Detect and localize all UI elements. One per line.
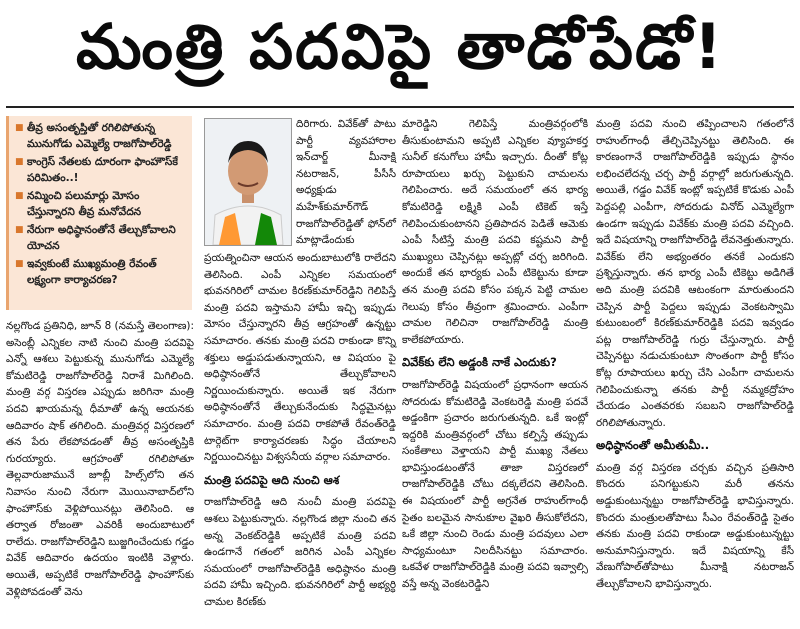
subheading: మంత్రి పదవిపై ఆది నుంచి ఆశ [204,472,340,487]
subheading: వివేక్‌కు లేని అడ్డంకి నాకే ఎందుకు? [402,355,557,370]
column-1 [6,318,194,602]
highlight-item: ■ తీవ్ర అసంతృప్తితో రగిలిపోతున్న మునుగోడు ఎమ్మెల్యే రాజగోపాల్‌రెడ్డి [15,120,186,152]
highlight-item: ■ నేరుగా అధిష్ఠానంతోనే తేల్చుకోవాలని యోచన [15,222,186,254]
column-4-text: మంత్రి పదవి నుంచి తప్పించాలని గతంలోనే రాహుల్‌గాంధీ తేల్చిచెప్పినట్టు తెలిసింది. ఈ కారణంగానే రాజగోపాల్‌రెడ్డికి ఇప్పుడు స్థానం లభించలేదన్న చర్చ పార్టీ వర్గాల్లో జరుగుతున్నది. అయితే, గడ్డం వివేక్‌ ఇంట్లో ఇప్పటికే కొడుకు ఎంపీ పెద్దపల్లి ఎంపీగా, సోదరుడు వినోద్‌ ఎమ్మెల్యేగా ఉండగా ఇప్పుడు వివేక్‌కు మంత్రి పదవి వచ్చింది. ఇదే విషయాన్ని రాజగోపాల్‌రెడ్డి లేవనెత్తుతున్నారు. వివేక్‌కు లేని అభ్యంతరం తనకే ఎందుకని ప్రశ్నిస్తున్నారు. తన భార్య ఎంపీ టికెట్టు అడిగితే అది మంత్రి పదవికి ఆటంకంగా మారుతుందని చెప్పిన పార్టీ పెద్దలు ఇప్పుడు వెంకటస్వామి కుటుంబంలో కిరణ్‌కుమార్‌రెడ్డికి పదవి ఇవ్వడం పట్ల రాజగోపాల్‌రెడ్డి గుర్రు చేస్తున్నారు. పార్టీ చెప్పినట్టు నడుచుకుంటూ సొంతంగా పార్టీ కోసం కోట్ల రూపాయలు ఖర్చు చేసి ఎంపీగా చామలను గెలిపించుకున్నా తనకు పార్టీ నమ్మకద్రోహం చేయడం ఎంతవరకు సబబని రాజగోపాల్‌రెడ్డి రగిలిపోతున్నారు. [596,118,794,429]
column-2-top-text: దిరిగారు. వివేక్‌తో పాటు పార్టీ వ్యవహారాల ఇన్‌చార్జ్‌ మీనాక్షి నటరాజన్‌, పీసీసీ అధ్యక్షుడు మహేశ్‌కుమార్‌గౌడ్‌ రాజగోపాల్‌రెడ్డితో ఫోన్‌లో మాట్లాడేందుకు [296,118,396,247]
column-3 [402,116,588,595]
highlight-item: ■ ఇవ్వకుంటే ముఖ్యమంత్రి రేవంత్‌ లక్ష్యంగా కార్యాచరణ? [15,256,186,288]
highlight-item: ■ కాంగ్రెస్‌ నేతలకు దూరంగా ఫాంహౌస్‌కే పరిమితం..! [15,154,186,186]
column-4 [596,116,794,595]
column-2 [204,250,396,612]
highlights-box [6,116,192,310]
column-1-text: నల్లగొండ ప్రతినిధి, జూన్‌ 8 (నమస్తే తెలంగాణ): అసెంబ్లీ ఎన్నికల నాటి నుంచి మంత్రి పదవిపై ఎన్నో ఆశలు పెట్టుకున్న మునుగోడు ఎమ్మెల్యే కోమటిరెడ్డి రాజగోపాల్‌రెడ్డి నిరాశే మిగిలింది. మంత్రి వర్గ విస్తరణ ఎప్పుడు జరిగినా మంత్రి పదవి ఖాయమన్న ధీమాతో ఉన్న ఆయనకు ఆదివారం షాక్‌ తగిలింది. మంత్రివర్గ విస్తరణలో తన పేరు లేకపోవడంతో తీవ్ర అసంతృప్తికి గురయ్యారు. ఆగ్రహంతో రగిలిపోతూ తెల్లవారుజామునే జూబ్లీ హిల్స్‌లోని తన నివాసం నుంచి నేరుగా మొయినాబాద్‌లోని ఫాంహౌస్‌కు వెళ్లిపోయినట్లు తెలిసింది. ఆ తర్వాత రోజంతా ఎవరికీ అందుబాటులో రాలేదు. రాజగోపాల్‌రెడ్డిని బుజ్జగించేందుకు గడ్డం వివేక్‌ ఆదివారం ఉదయం ఇంటికి వెళ్లారు. అయితే, అప్పటికే రాజగోపాల్‌రెడ్డి ఫాంహౌస్‌కు వెళ్లిపోవడంతో వెను [6,320,194,598]
headline: మంత్రి పదవిపై తాడోపేడో! [75,10,725,83]
column-2-top [296,116,396,251]
highlight-item: ■ నమ్మించి పలుమార్లు మోసం చేస్తున్నారని తీవ్ర మనోవేదన [15,188,186,220]
person-portrait [205,119,291,245]
column-4-text-2: మంత్రి వర్గ విస్తరణ చర్చకు వచ్చిన ప్రతిసారి కొందరు పనిగట్టుకుని మరీ తనను అడ్డుకుంటున్నట్టు రాజగోపాల్‌రెడ్డి భావిస్తున్నారు. కొందరు మంత్రులతోపాటు సీఎం రేవంత్‌రెడ్డి సైతం తనకు మంత్రి పదవి రాకుండా అడ్డుకుంటున్నట్టు అనుమానిస్తున్నారు. ఇదే విషయాన్ని కేసీ వేణుగోపాల్‌తోపాటు మీనాక్షి నటరాజన్‌ తేల్చుకోవాలని భావిస్తున్నారు. [596,461,794,591]
column-2-text-2: రాజగోపాల్‌రెడ్డి ఆది నుంచీ మంత్రి పదవిపై ఆశలు పెట్టుకున్నారు. నల్లగొండ జిల్లా నుంచి తన అన్న వెంకట్‌రెడ్డికి అప్పటికే మంత్రి పదవి ఉండగానే గతంలో జరిగిన ఎంపీ ఎన్నికల సమయంలో రాజగోపాల్‌రెడ్డికి అధిష్ఠానం మంత్రి పదవి హామీ ఇచ్చింది. భువనగిరిలో పార్టీ అభ్యర్థి చామల కిరణ్‌కు [204,496,396,608]
mla-photo [204,118,292,246]
column-3-text: మారెడ్డిని గెలిపిస్తే మంత్రివర్గంలోకి తీసుకుంటామని అప్పటి ఎన్నికల వ్యూహకర్త సునీల్‌ కనుగోలు హామీ ఇచ్చారు. దీంతో కోట్ల రూపాయలు ఖర్చు పెట్టుకుని చామలను గెలిపించారు. అదే సమయంలో తన భార్య కోమటిరెడ్డి లక్ష్మికి ఎంపీ టికెట్‌ ఇస్తే గెలిపించుకుంటానని ప్రతిపాదన పెడితే ఆమెకు ఎంపీ సీటిస్తే మంత్రి పదవి కష్టమని పార్టీ ముఖ్యులు చెప్పినట్లు అప్పట్లో చర్చ జరిగింది. అందుకే తన భార్యకు ఎంపీ టికెట్టును కూడా తన మంత్రి పదవి కోసం పక్కన పెట్టి చామల గెలుపు కోసం తీవ్రంగా శ్రమించారు. ఎంపీగా చామల గెలిచినా రాజగోపాల్‌రెడ్డి మంత్రి కాలేకపోయారు. [402,118,588,346]
column-3-text-2: రాజగోపాల్‌రెడ్డి విషయంలో ప్రధానంగా ఆయన సోదరుడు కోమటిరెడ్డి వెంకటరెడ్డి మంత్రి పదవే అడ్డంకిగా ప్రచారం జరుగుతున్నది. ఒకే ఇంట్లో ఇద్దరికి మంత్రివర్గంలో చోటు కల్పిస్తే తప్పుడు సంకేతాలు వెళ్తాయని పార్టీ ముఖ్య నేతలు భావిస్తుండటంతోనే తాజా విస్తరణలో రాజగోపాల్‌రెడ్డికి చోటు దక్కలేదని తెలిసింది. ఈ విషయంలో పార్టీ అగ్రనేత రాహుల్‌గాంధీ సైతం బలమైన సానుకూల వైఖరి తీసుకోలేదని, ఒకే జిల్లా నుంచి రెండు మంత్రి పదవులు ఎలా సాధ్యమంటూ నిలదీసినట్టు సమాచారం. ఒకవేళ రాజగోపాల్‌రెడ్డికి మంత్రి పదవి ఇవ్వాల్సి వస్తే అన్న వెంకటరెడ్డిని [402,378,588,591]
column-2-text: ప్రయత్నించినా ఆయన అందుబాటులోకి రాలేదని తెలిసింది. ఎంపీ ఎన్నికల సమయంలో భువనగిరిలో చామల కిరణ్‌కుమార్‌రెడ్డిని గెలిపిస్తే మంత్రి పదవి ఇస్తామని హామీ ఇచ్చి ఇప్పుడు మోసం చేస్తున్నారని తీవ్ర ఆగ్రహంతో ఉన్నట్టు సమాచారం. తనకు మంత్రి పదవి రాకుండా కొన్ని శక్తులు అడ్డుపడుతున్నాయని, ఆ విషయం పై అధిష్ఠానంతోనే తేల్చుకోవాలని నిర్ణయించుకున్నారు. అయితే ఇక నేరుగా అధిష్ఠానంతోనే తేల్చుకునేందుకు సిద్ధమైనట్లు సమాచారం. మంత్రి పదవి రాకపోతే రేవంత్‌రెడ్డి టార్గెట్‌గా కార్యాచరణకు సిద్ధం చేయాలని నిర్ణయించినట్టు విశ్వసనీయ వర్గాల సమాచారం. [204,252,396,464]
headline-rule [6,106,794,108]
subheading: అధిష్ఠానంతో అమీతుమీ.. [596,438,710,453]
